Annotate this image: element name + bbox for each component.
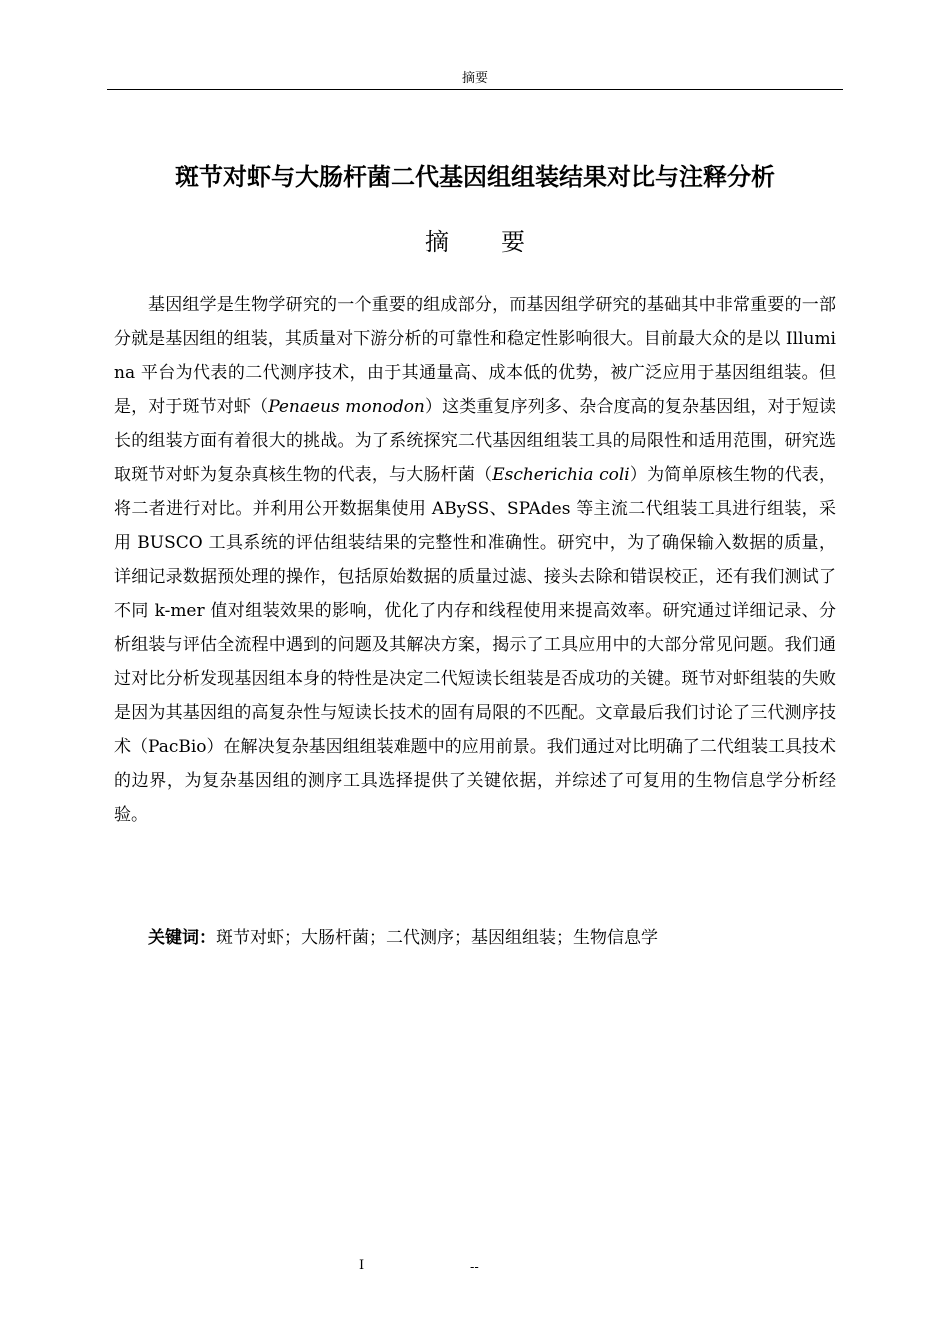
paper-title: 斑节对虾与大肠杆菌二代基因组组装结果对比与注释分析 [175, 163, 775, 191]
keywords-label: 关键词： [148, 928, 216, 948]
footer-mark: -- [470, 1260, 479, 1275]
keywords-text: 斑节对虾；大肠杆菌；二代测序；基因组组装；生物信息学 [216, 928, 658, 948]
abstract-text-segment-3: ）为简单原核生物的代表，将二者进行对比。并利用公开数据集使用 ABySS、SPAdes 等主流二代组装工具进行组装，采用 BUSCO 工具系统的评估组装结果的完整性和准确性。研究中，为了确保输入数据的质量，详细记录数据预处理的操作，包括原始数据的质量过滤、接头去除和错误校正，还有我们测试了不同 k-mer 值对组装效果的影响，优化了内存和线程使用来提高效率。研究通过详细记录、分析组装与评估全流程中遇到的问题及其解决方案，揭示了工具应用中的大部分常见问题。我们通过对比分析发现基因组本身的特性是决定二代短读长组装是否成功的关键。斑节对虾组装的失败是因为其基因组的高复杂性与短读长技术的固有局限的不匹配。文章最后我们讨论了三代测序技术（PacBio）在解决复杂基因组组装难题中的应用前景。我们通过对比明确了二代组装工具技术的边界，为复杂基因组的测序工具选择提供了关键依据，并综述了可复用的生物信息学分析经验。 [114, 465, 836, 825]
abstract-text-segment-2: ）这类重复序列多、杂合度高的复杂基因组，对于短读长的组装方面有着很大的挑战。为了系统探究二代基因组组装工具的局限性和适用范围，研究选取斑节对虾为复杂真核生物的代表，与大肠杆菌（ [114, 397, 837, 485]
species-name-penaeus: Penaeus monodon [268, 397, 425, 417]
abstract-heading [107, 225, 843, 259]
abstract-text-segment-1: 基因组学是生物学研究的一个重要的组成部分，而基因组学研究的基础其中非常重要的一部分就是基因组的组装，其质量对下游分析的可靠性和稳定性影响很大。目前最大众的是以 Illumina 平台为代表的二代测序技术，由于其通量高、成本低的优势，被广泛应用于基因组组装。但是，对于斑节对虾（ [114, 295, 836, 417]
page-number: I [359, 1258, 365, 1273]
abstract-heading-char-1: 摘 [425, 228, 449, 256]
species-name-escherichia: Escherichia coli [492, 465, 630, 485]
header-rule [107, 89, 843, 90]
abstract-heading-char-2: 要 [501, 228, 525, 256]
running-header: 摘要 [461, 71, 488, 86]
abstract-body [114, 288, 836, 832]
keywords-line [148, 924, 848, 952]
